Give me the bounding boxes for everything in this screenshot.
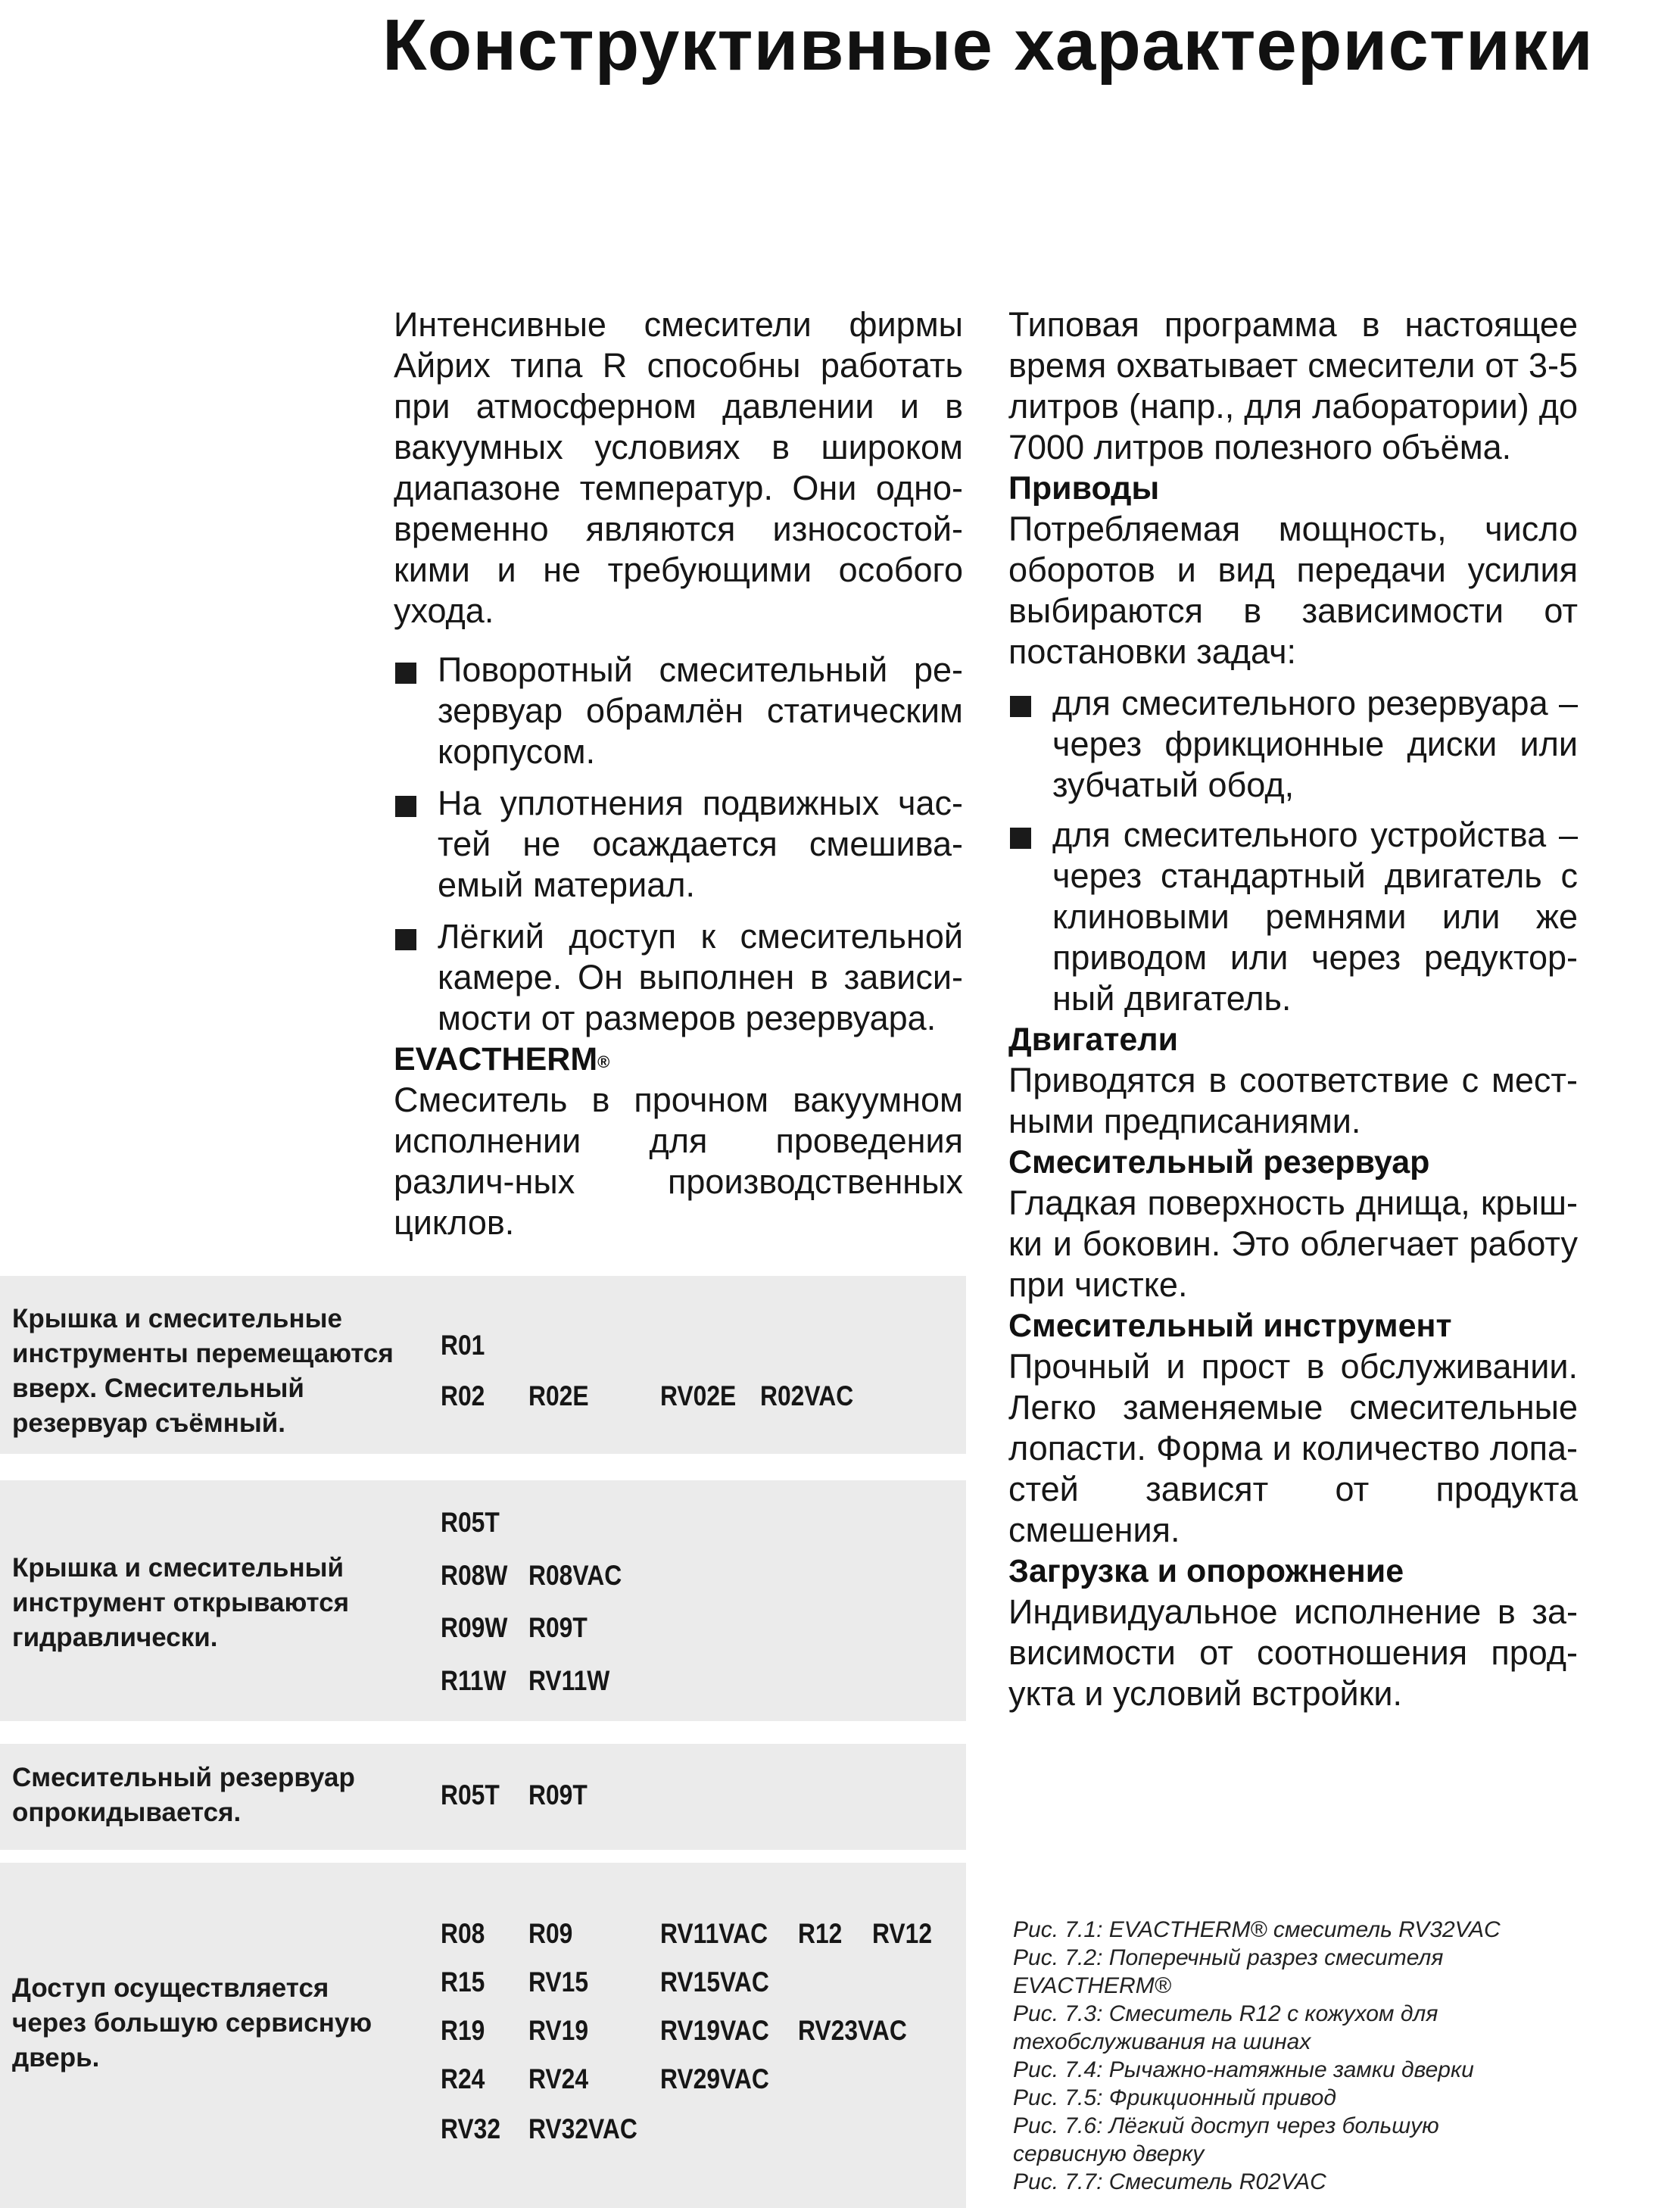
model-group-band [0,1276,966,1454]
drives-list [1008,683,1578,1019]
band-label: Крышка и смесительные инструменты перемещаются вверх. Смесительный резервуар съёмный. [12,1304,394,1438]
band-label: Крышка и смесительный инструмент открываются гидравлически. [12,1553,350,1652]
model-code: RV19VAC [660,2015,769,2046]
model-code: R09T [528,1612,588,1643]
model-code: RV11W [528,1665,610,1696]
model-code: R08 [441,1918,485,1949]
band-label: Доступ осуществляется через большую сервисную дверь. [12,1973,372,2072]
model-code: R08VAC [528,1560,622,1591]
caption-line: Рис. 7.5: Фрикционный привод [1013,2085,1336,2110]
caption-line: Рис. 7.4: Рычажно-натяжные замки дверки [1013,2057,1474,2082]
loading-paragraph: Индивидуальное исполнение в за-висимости от соотношения прод-укта и условий встройки. [1008,1592,1578,1713]
list-item: Поворотный смесительный ре-зервуар обрамлён статическим корпусом. [394,650,963,772]
model-code: RV29VAC [660,2063,769,2094]
tank-heading: Смесительный резервуар [1008,1144,1430,1180]
square-bullet-icon [395,796,416,817]
model-code: R02VAC [760,1380,854,1411]
list-item: для смесительного резервуара – через фрикционные диски или зубчатый обод, [1008,683,1578,806]
model-code: R02E [528,1380,589,1411]
motors-paragraph: Приводятся в соответствие с мест-ными предписаниями. [1008,1061,1578,1140]
caption-line: техобслуживания на шинах [1013,2029,1311,2054]
model-group-band [0,1480,966,1721]
model-code: R09T [528,1779,588,1810]
model-code: R01 [441,1330,485,1361]
model-code: RV23VAC [798,2015,907,2046]
square-bullet-icon [395,929,416,950]
model-code: RV15VAC [660,1966,769,1997]
model-code: R08W [441,1560,508,1591]
model-code: R02 [441,1380,485,1411]
model-code: R24 [441,2063,485,2094]
model-code: R12 [798,1918,843,1949]
square-bullet-icon [1010,828,1031,849]
tool-heading: Смесительный инструмент [1008,1308,1452,1344]
caption-line: Рис. 7.7: Смеситель R02VAC [1013,2169,1326,2194]
square-bullet-icon [1010,696,1031,717]
loading-heading: Загрузка и опорожнение [1008,1553,1404,1589]
model-group-band [0,1744,966,1850]
square-bullet-icon [395,663,416,684]
list-item: для смесительного устройства – через стандартный двигатель с клиновыми ремнями или же приводом или через редуктор-ный двигатель. [1008,815,1578,1019]
page-title: Конструктивные характеристики [382,5,1594,86]
drives-paragraph: Потребляемая мощность, число оборотов и вид передачи усилия выбираются в зависимости от постановки задач: [1008,510,1578,671]
list-item: Лёгкий доступ к смесительной камере. Он выполнен в зависи-мости от размеров резервуара. [394,916,963,1039]
model-code: RV19 [528,2015,589,2046]
evactherm-paragraph: Смеситель в прочном вакуумном исполнении для проведения различ-ных производственных циклов. [394,1081,963,1242]
model-code: R05T [441,1779,500,1810]
model-group-band [0,1863,966,2208]
program-paragraph: Типовая программа в настоящее время охватывает смесители от 3-5 литров (напр., для лаборатории) до 7000 литров полезного объёма. [1008,305,1578,466]
caption-line: сервисную дверку [1013,2141,1205,2166]
caption-line: Рис. 7.3: Смеситель R12 с кожухом для [1013,2001,1438,2026]
caption-line: EVACTHERM® [1013,1973,1171,1998]
drives-heading: Приводы [1008,470,1160,507]
figure-captions [1013,1916,1649,2196]
tool-paragraph: Прочный и прост в обслуживании. Легко заменяемые смесительные лопасти. Форма и количество лопа-стей зависят от продукта смешения. [1008,1347,1578,1549]
evactherm-heading: EVACTHERM® [394,1041,610,1077]
caption-line: Рис. 7.6: Лёгкий доступ через большую [1013,2113,1439,2138]
model-code: R09W [441,1612,508,1643]
model-code: R09 [528,1918,573,1949]
model-code: R05T [441,1507,500,1538]
model-code: R15 [441,1966,485,1997]
left-text-column [394,304,963,1243]
model-code: RV02E [660,1380,737,1411]
right-text-column [1008,304,1578,1714]
list-item: На уплотнения подвижных час-тей не осаждается смешива-емый материал. [394,783,963,906]
tank-paragraph: Гладкая поверхность днища, крыш-ки и боковин. Это облегчает работу при чистке. [1008,1184,1578,1304]
features-list [394,650,963,1039]
model-code: R11W [441,1665,506,1696]
intro-paragraph: Интенсивные смесители фирмы Айрих типа R способны работать при атмосферном давлении и в вакуумных условиях в широком диапазоне температур. Они одно-временно являются износостой-кими и не требующими особого ухода. [394,305,963,630]
model-code: RV12 [872,1918,933,1949]
model-code: RV32VAC [528,2113,637,2144]
model-code: R19 [441,2015,485,2046]
caption-line: Рис. 7.1: EVACTHERM® смеситель RV32VAC [1013,1917,1501,1942]
model-code: RV15 [528,1966,589,1997]
model-code: RV11VAC [660,1918,768,1949]
motors-heading: Двигатели [1008,1021,1179,1058]
band-label: Смесительный резервуар опрокидывается. [12,1763,355,1827]
model-code: RV32 [441,2113,501,2144]
model-code: RV24 [528,2063,589,2094]
caption-line: Рис. 7.2: Поперечный разрез смесителя [1013,1945,1444,1970]
